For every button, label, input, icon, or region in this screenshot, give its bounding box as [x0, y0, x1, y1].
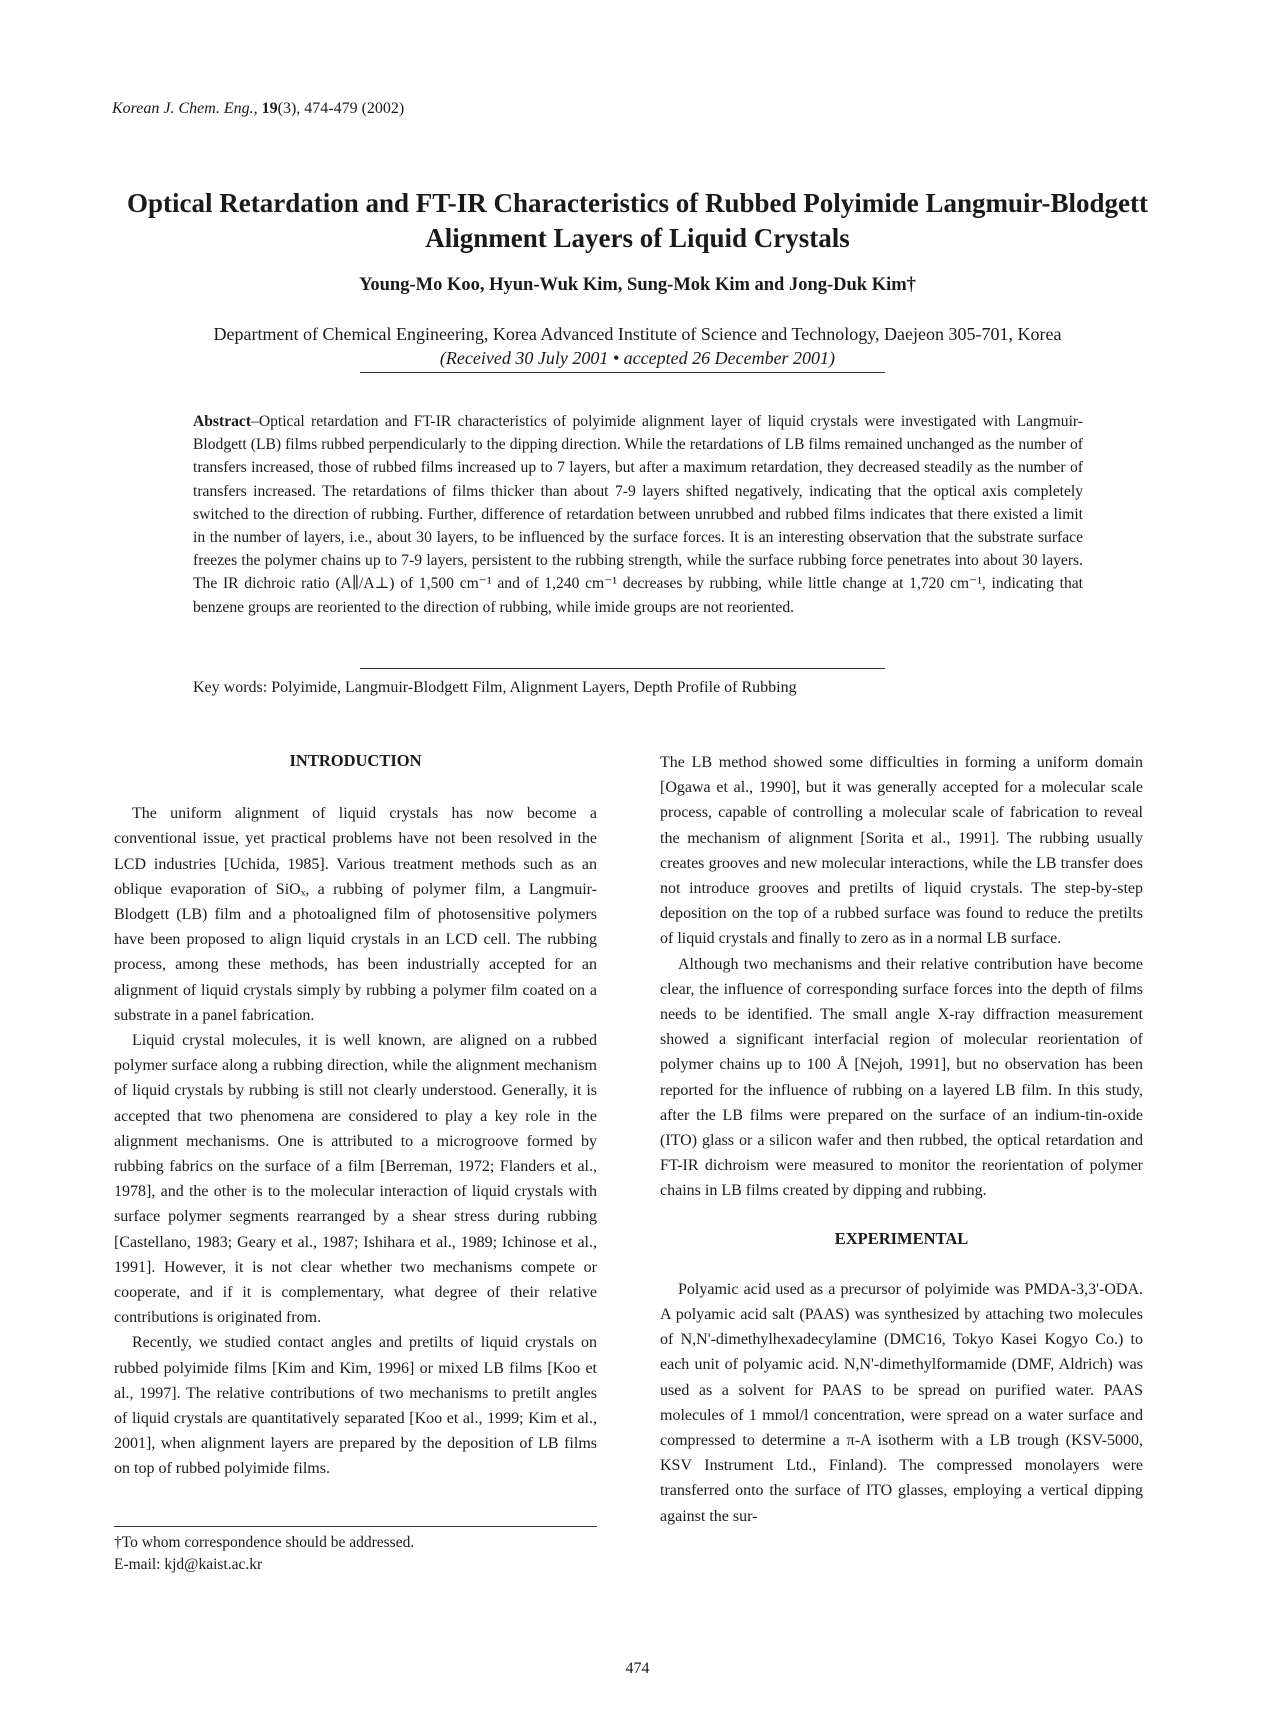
- paragraph: The LB method showed some difficulties in forming a uniform domain [Ogawa et al., 1990], but it was generally accepted for a molecular scale process, capable of controlling a molecular scale of fabrication to reveal the mechanism of alignment [Sorita et al., 1991]. The rubbing usually creates grooves and new molecular interactions, while the LB transfer does not introduce grooves and pretilts of liquid crystals. The step-by-step deposition on the top of a rubbed surface was found to reduce the pretilts of liquid crystals and finally to zero as in a normal LB surface.: [660, 754, 1143, 948]
- paper-title: Optical Retardation and FT-IR Characteristics of Rubbed Polyimide Langmuir-Blodgett Alignment Layers of Liquid Crystals: [127, 188, 1148, 253]
- footnote: [114, 1532, 597, 1576]
- right-column: [660, 750, 1143, 1529]
- affiliation: Department of Chemical Engineering, Korea Advanced Institute of Science and Technology, Daejeon 305-701, Korea: [213, 324, 1062, 344]
- abstract-bottom-rule: [360, 668, 885, 669]
- footnote-correspondence: †To whom correspondence should be addressed.: [114, 1534, 415, 1551]
- journal-volume: 19: [261, 100, 278, 117]
- journal-name: Korean J. Chem. Eng.,: [112, 100, 258, 117]
- keywords: Key words: Polyimide, Langmuir-Blodgett Film, Alignment Layers, Depth Profile of Rubbing: [193, 679, 797, 696]
- abstract-text: –Optical retardation and FT-IR characteristics of polyimide alignment layer of liquid crystals were investigated with Langmuir-Blodgett (LB) films rubbed perpendicularly to the dipping direction. While the retardations of LB films remained unchanged as the number of transfers increased, those of rubbed films increased up to 7 layers, but after a maximum retardation, they decreased steadily as the number of transfers increased. The retardations of films thicker than about 7-9 layers shifted negatively, indicating that the optical axis completely switched to the direction of rubbing. Further, difference of retardation between unrubbed and rubbed films indicates that there existed a limit in the number of layers, i.e., about 30 layers, to be influenced by the surface forces. It is an interesting observation that the substrate surface freezes the polymer chains up to 7-9 layers, persistent to the rubbing strength, while the surface rubbing force penetrates into about 30 layers. The IR dichroic ratio (A∥/A⊥) of 1,500 cm⁻¹ and of 1,240 cm⁻¹ decreases by rubbing, while little change at 1,720 cm⁻¹, indicating that benzene groups are reoriented to the direction of rubbing, while imide groups are not reoriented.: [193, 413, 1083, 616]
- footnote-email: E-mail: kjd@kaist.ac.kr: [114, 1556, 263, 1573]
- paragraph: Liquid crystal molecules, it is well known, are aligned on a rubbed polymer surface along a rubbing direction, while the alignment mechanism of liquid crystals by rubbing is still not clearly understood. Generally, it is accepted that two phenomena are considered to play a key role in the alignment mechanisms. One is attributed to a microgroove formed by rubbing fabrics on the surface of a film [Berreman, 1972; Flanders et al., 1978], and the other is to the molecular interaction of liquid crystals with surface polymer segments rearranged by a shear stress during rubbing [Castellano, 1983; Geary et al., 1987; Ishihara et al., 1989; Ichinose et al., 1991]. However, it is not clear whether two mechanisms compete or cooperate, and if it is complementary, what degree of their relative contributions is originated from.: [114, 1032, 597, 1327]
- footnote-rule: [114, 1526, 597, 1527]
- author-list: Young-Mo Koo, Hyun-Wuk Kim, Sung-Mok Kim and Jong-Duk Kim†: [359, 275, 916, 295]
- section-heading-experimental: EXPERIMENTAL: [834, 1228, 969, 1248]
- paragraph: Although two mechanisms and their relative contribution have become clear, the influence of corresponding surface forces into the depth of films needs to be identified. The small angle X-ray diffraction measurement showed a significant interfacial region of molecular reorientation of polymer chains up to 100 Å [Nejoh, 1991], but no observation has been reported for the influence of rubbing on a layered LB film. In this study, after the LB films were prepared on the surface of an indium-tin-oxide (ITO) glass or a silicon wafer and then rubbed, the optical retardation and FT-IR dichroism were measured to monitor the reorientation of polymer chains in LB films created by dipping and rubbing.: [660, 955, 1143, 1200]
- paragraph: Recently, we studied contact angles and pretilts of liquid crystals on rubbed polyimide films [Kim and Kim, 1996] or mixed LB films [Koo et al., 1997]. The relative contributions of two mechanisms to pretilt angles of liquid crystals are quantitatively separated [Koo et al., 1999; Kim et al., 2001], when alignment layers are prepared by the deposition of LB films on top of rubbed polyimide films.: [114, 1334, 597, 1478]
- abstract: [193, 410, 1083, 619]
- abstract-label: Abstract: [193, 413, 252, 430]
- left-column: [114, 748, 597, 1482]
- page-number: 474: [625, 1660, 650, 1677]
- affiliation-block: [100, 322, 1175, 370]
- paragraph: The uniform alignment of liquid crystals has now become a conventional issue, yet practical problems have not been resolved in the LCD industries [Uchida, 1985]. Various treatment methods such as an oblique evaporation of SiOₓ, a rubbing of polymer film, a Langmuir-Blodgett (LB) film and a photoaligned film of photosensitive polymers have been proposed to align liquid crystals in an LCD cell. The rubbing process, among these methods, has been industrially accepted for an alignment of liquid crystals simply by rubbing a polymer film coated on a substrate in a panel fabrication.: [114, 805, 597, 1024]
- journal-citation: [112, 100, 404, 118]
- abstract-top-rule: [360, 372, 885, 373]
- section-heading-introduction: INTRODUCTION: [289, 751, 422, 770]
- received-dates: (Received 30 July 2001 • accepted 26 December 2001): [439, 348, 836, 368]
- journal-issue-pages: (3), 474-479 (2002): [277, 100, 405, 117]
- paragraph: Polyamic acid used as a precursor of polyimide was PMDA-3,3'-ODA. A polyamic acid salt (PAAS) was synthesized by attaching two molecules of N,N'-dimethylhexadecylamine (DMC16, Tokyo Kasei Kogyo Co.) to each unit of polyamic acid. N,N'-dimethylformamide (DMF, Aldrich) was used as a solvent for PAAS to be spread on purified water. PAAS molecules of 1 mmol/l concentration, were spread on a water surface and compressed to determine a π-A isotherm with a LB trough (KSV-5000, KSV Instrument Ltd., Finland). The compressed monolayers were transferred onto the surface of ITO glasses, employing a vertical dipping against the sur-: [660, 1280, 1143, 1525]
